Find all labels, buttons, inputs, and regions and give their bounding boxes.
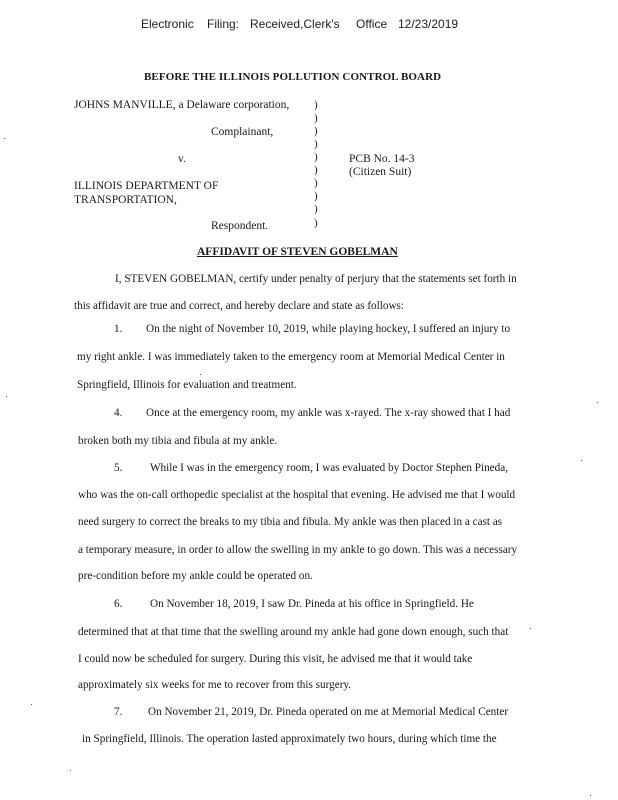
scan-speck xyxy=(590,795,591,796)
paragraph-number: 6. xyxy=(114,598,123,610)
body-line: a temporary measure, in order to allow the swelling in my ankle to go down. This was a necessary xyxy=(78,544,518,556)
body-line: in Springfield, Illinois. The operation lasted approximately two hours, during which time the xyxy=(82,733,497,745)
body-line: On the night of November 10, 2019, while playing hockey, I suffered an injury to xyxy=(146,323,511,335)
caption-paren: ) xyxy=(314,125,318,137)
case-number: PCB No. 14-3 xyxy=(349,153,415,165)
caption-complainant: Complainant, xyxy=(211,126,274,138)
scan-speck xyxy=(4,138,5,139)
paragraph-number: 7. xyxy=(114,706,123,718)
caption-paren: ) xyxy=(314,99,318,111)
scan-speck xyxy=(31,704,32,705)
body-line: approximately six weeks for me to recover from this surgery. xyxy=(78,679,352,691)
body-line: Once at the emergency room, my ankle was x-rayed. The x-ray showed that I had xyxy=(146,407,511,419)
filing-stamp-filing: Filing: xyxy=(207,17,240,31)
body-line: need surgery to correct the breaks to my tibia and fibula. My ankle was then placed in a cast as xyxy=(78,516,503,528)
caption-paren: ) xyxy=(314,217,318,229)
body-line: Springfield, Illinois for evaluation and treatment. xyxy=(77,379,297,391)
paragraph-number: 1. xyxy=(114,323,123,335)
caption-paren: ) xyxy=(314,190,318,202)
body-line: my right ankle. I was immediately taken to the emergency room at Memorial Medical Center in xyxy=(77,351,505,363)
body-line: determined that at that time that the swelling around my ankle had gone down enough, such that xyxy=(78,626,509,638)
scan-speck xyxy=(200,374,201,375)
caption-defendant-line2: TRANSPORTATION, xyxy=(74,194,177,206)
caption-respondent: Respondent. xyxy=(211,220,269,232)
filing-stamp-received: Received,Clerk's xyxy=(250,17,340,31)
scan-speck xyxy=(581,460,582,461)
body-line: this affidavit are true and correct, and hereby declare and state as follows: xyxy=(74,300,404,312)
caption-paren: ) xyxy=(314,203,318,215)
body-line: On November 21, 2019, Dr. Pineda operated on me at Memorial Medical Center xyxy=(148,706,509,718)
caption-plaintiff: JOHNS MANVILLE, a Delaware corporation, xyxy=(74,99,290,111)
body-line: While I was in the emergency room, I was evaluated by Doctor Stephen Pineda, xyxy=(150,462,508,474)
caption-versus: v. xyxy=(178,153,186,165)
filing-stamp-date: 12/23/2019 xyxy=(398,17,459,31)
body-line: I, STEVEN GOBELMAN, certify under penalty of perjury that the statements set forth in xyxy=(115,273,517,285)
board-title: BEFORE THE ILLINOIS POLLUTION CONTROL BOARD xyxy=(144,71,442,83)
scan-speck xyxy=(597,402,598,403)
caption-paren: ) xyxy=(314,138,318,150)
suit-type: (Citizen Suit) xyxy=(349,166,412,178)
body-line: On November 18, 2019, I saw Dr. Pineda at his office in Springfield. He xyxy=(150,598,474,610)
scan-speck xyxy=(530,628,531,629)
body-line: I could now be scheduled for surgery. During this visit, he advised me that it would take xyxy=(78,653,473,665)
body-line: pre-condition before my ankle could be operated on. xyxy=(78,570,313,582)
scan-speck xyxy=(70,770,71,771)
body-line: who was the on-call orthopedic specialist at the hospital that evening. He advised me that I would xyxy=(78,489,516,501)
scan-speck xyxy=(6,396,7,397)
paragraph-number: 4. xyxy=(114,407,123,419)
filing-stamp-office: Office xyxy=(356,17,388,31)
caption-paren: ) xyxy=(314,164,318,176)
caption-paren: ) xyxy=(314,151,318,163)
body-line: broken both my tibia and fibula at my ankle. xyxy=(78,435,278,447)
filing-stamp-electronic: Electronic xyxy=(141,17,194,31)
affidavit-heading: AFFIDAVIT OF STEVEN GOBELMAN xyxy=(197,246,398,258)
paragraph-number: 5. xyxy=(114,462,123,474)
caption-paren: ) xyxy=(314,177,318,189)
caption-defendant-line1: ILLINOIS DEPARTMENT OF xyxy=(74,180,219,192)
caption-paren: ) xyxy=(314,112,318,124)
